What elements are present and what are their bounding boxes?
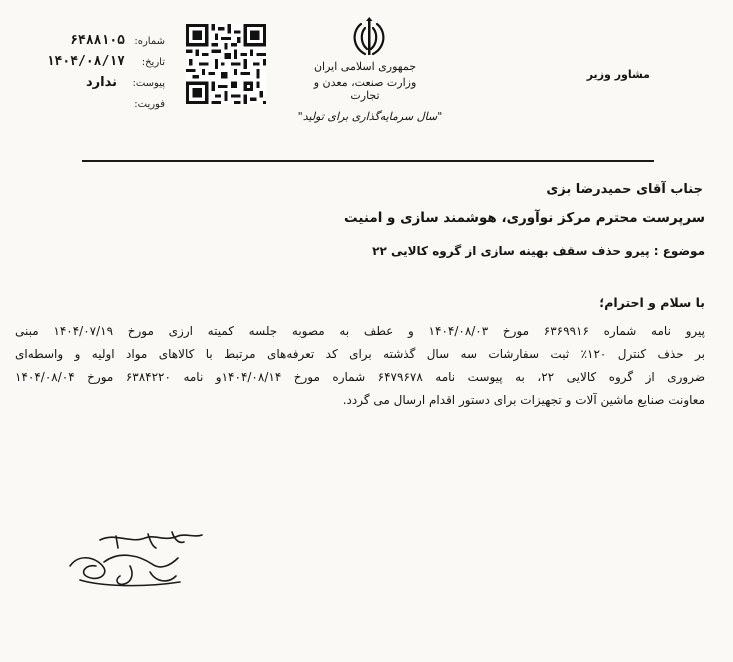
date-label: تاریخ: bbox=[141, 57, 165, 68]
handwritten-signature bbox=[60, 526, 230, 596]
letter-body bbox=[15, 320, 705, 412]
attachment-label: پیوست: bbox=[132, 78, 165, 89]
number-label: شماره: bbox=[134, 36, 165, 47]
header-divider bbox=[82, 160, 654, 162]
body-line: بر حذف کنترل ۱۲۰٪ ثبت سفارشات سه سال گذشته برای کد تعرفه‌های مرتبط با کالاهای مواد اولیه و واسطه‌ای bbox=[15, 347, 706, 361]
greeting: با سلام و احترام؛ bbox=[599, 295, 705, 310]
number-value: ۶۴۸۸۱۰۵ bbox=[70, 33, 125, 48]
date-value: ۱۴۰۴/۰۸/۱۷ bbox=[46, 54, 125, 69]
urgency-row bbox=[40, 96, 165, 117]
addressee-role: سرپرست محترم مرکز نوآوری، هوشمند سازی و امنیت bbox=[344, 210, 705, 226]
attachment-value: ندارد bbox=[85, 75, 117, 90]
body-line: پیرو نامه شماره ۶۳۶۹۹۱۶ مورخ ۱۴۰۴/۰۸/۰۳ و عطف به مصوبه جلسه کمیته ارزی مورخ ۱۴۰۴/۰۷/۱۹ مبنی bbox=[15, 324, 705, 338]
ministry-name: وزارت صنعت، معدن و تجارت bbox=[313, 76, 417, 102]
advisor-title: مشاور وزیر bbox=[586, 68, 650, 81]
qr-code bbox=[186, 24, 266, 104]
letter-subject: موضوع : پیرو حذف سقف بهینه سازی از گروه کالایی ۲۲ bbox=[372, 244, 705, 258]
year-slogan: "سال سرمایه‌گذاری برای تولید" bbox=[297, 110, 443, 123]
letter-meta bbox=[40, 33, 165, 117]
number-row bbox=[40, 33, 165, 54]
urgency-label: فوریت: bbox=[134, 99, 165, 110]
addressee: جناب آقای حمیدرضا بزی bbox=[546, 182, 703, 197]
date-row bbox=[40, 54, 165, 75]
body-line: معاونت صنایع ماشین آلات و تجهیزات برای دستور اقدام ارسال می گردد. bbox=[342, 393, 705, 407]
iran-emblem-icon bbox=[347, 16, 391, 60]
attachment-row bbox=[40, 75, 165, 96]
government-name: جمهوری اسلامی ایران bbox=[313, 60, 417, 73]
body-line: ضروری از گروه کالایی ۲۲، به پیوست نامه ۶۴۷۹۶۷۸ شماره مورخ ۱۴۰۴/۰۸/۱۴و نامه ۶۳۸۴۲۲۰ مورخ ۱۴۰۴/۰۸/۰۴ bbox=[15, 370, 706, 384]
